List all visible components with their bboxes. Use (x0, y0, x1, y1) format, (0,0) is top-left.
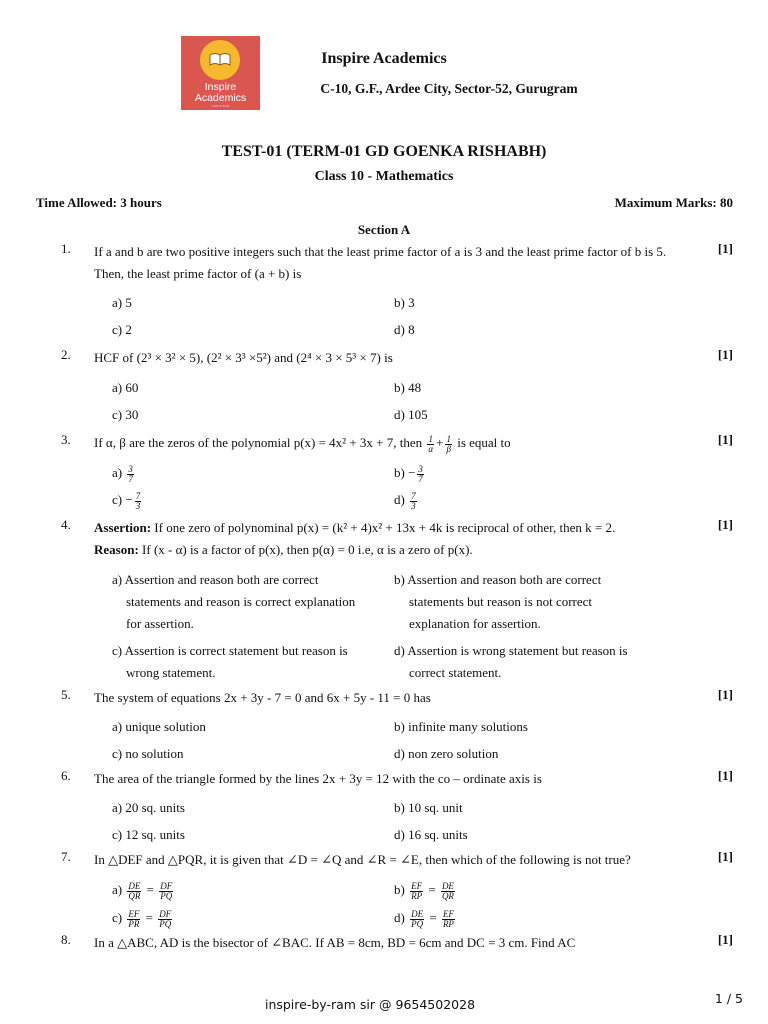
time-allowed: Time Allowed: 3 hours (36, 195, 162, 210)
marks-badge: [1] (717, 347, 733, 362)
option-d: d) 105 (394, 407, 428, 422)
option-d: d) $\frac{DE}{PQ}$ = $\frac{EF}{RP}$ (394, 908, 454, 929)
question-text: The system of equations 2x + 3y - 7 = 0 and 6x + 5y - 11 = 0 has (94, 690, 431, 705)
test-title: TEST-01 (TERM-01 GD GOENKA RISHABH) (221, 143, 547, 160)
section-heading: Section A (357, 222, 411, 237)
question-number: 1. (61, 241, 71, 256)
logo-text-line1: Inspire (204, 81, 237, 93)
class-title: Class 10 - Mathematics (314, 169, 454, 184)
maximum-marks: Maximum Marks: 80 (614, 195, 733, 210)
option-a: a) unique solution (112, 719, 206, 734)
option-b: b) 10 sq. unit (394, 800, 463, 815)
question-text (94, 241, 694, 285)
option-d: d) $\frac{7}{3}$ (394, 490, 416, 511)
fraction: $\frac{1}{\alpha}$ (428, 433, 434, 454)
marks-badge: [1] (717, 517, 733, 532)
option-a: a) 60 (112, 380, 139, 395)
option-d: d) non zero solution (394, 746, 499, 761)
question-text-line2: Then, the least prime factor of (a + b) is (94, 266, 302, 281)
assertion-label: Assertion: (94, 520, 152, 535)
institute-logo (181, 36, 260, 110)
logo-text-line3: GURUGRAM (211, 104, 230, 108)
question-number: 5. (61, 687, 71, 702)
option-d: d) 16 sq. units (394, 827, 468, 842)
marks-badge: [1] (717, 768, 733, 783)
question-text-line1: If a and b are two positive integers such that the least prime factor of a is 3 and the least prime factor of b is 5. (94, 244, 667, 259)
question-text-prefix: If α, β are the zeros of the polynomial p(x) = 4x² + 3x + 7, then (94, 435, 423, 450)
reason-label: Reason: (94, 542, 139, 557)
option-c: c) 12 sq. units (112, 827, 185, 842)
option-b: b) − $\frac{3}{7}$ (394, 463, 423, 484)
question-number: 8. (61, 932, 71, 947)
question-text-suffix: is equal to (457, 435, 511, 450)
fraction: $\frac{1}{\beta}$ (446, 433, 451, 454)
assertion-text: If one zero of polynominal p(x) = (k² + 4)x² + 13x + 4k is reciprocal of other, then k = 2. (154, 520, 616, 535)
option-a: a) 5 (112, 295, 132, 310)
logo-circle (200, 40, 240, 80)
option-d: d) 8 (394, 322, 415, 337)
marks-badge: [1] (717, 932, 733, 947)
question-number: 6. (61, 768, 71, 783)
option-b: b) $\frac{EF}{RP}$ = $\frac{DE}{QR}$ (394, 880, 454, 901)
question-number: 3. (61, 432, 71, 447)
option-c: c) no solution (112, 746, 184, 761)
institute-name: Inspire Academics (321, 50, 447, 67)
option-b: b) Assertion and reason both are correct statements but reason is not correct explanation for assertion. (394, 572, 602, 631)
marks-badge: [1] (717, 687, 733, 702)
book-icon (209, 52, 231, 66)
option-d: d) Assertion is wrong statement but reason is correct statement. (394, 643, 628, 680)
reason-text: If (x - α) is a factor of p(x), then p(α) = 0 i.e, α is a zero of p(x). (142, 542, 473, 557)
question-text: HCF of (2³ × 3² × 5), (2² × 3³ ×5²) and (2⁴ × 3 × 5³ × 7) is (94, 350, 393, 365)
option-a: a) $\frac{DE}{QR}$ = $\frac{DF}{PQ}$ (112, 880, 173, 901)
marks-badge: [1] (717, 241, 733, 256)
question-text: In △DEF and △PQR, it is given that ∠D = ∠Q and ∠R = ∠E, then which of the following is not true? (94, 852, 631, 867)
option-c: c) Assertion is correct statement but reason is wrong statement. (112, 643, 348, 680)
question-number: 7. (61, 849, 71, 864)
question-text: If α, β are the zeros of the polynomial p(x) = 4x² + 3x + 7, then $\frac{1}{\alpha}$ + $\frac{1}{\beta}$ is equal to (94, 433, 511, 454)
footer-text: inspire-by-ram sir @ 9654502028 (264, 997, 476, 1012)
option-a: a) 20 sq. units (112, 800, 185, 815)
option-a: a) $\frac{3}{7}$ (112, 463, 133, 484)
option-c: c) $\frac{EF}{PR}$ = $\frac{DF}{PQ}$ (112, 908, 172, 929)
option-b: b) infinite many solutions (394, 719, 528, 734)
option-b: b) 3 (394, 295, 415, 310)
option-b: b) 48 (394, 380, 422, 395)
logo-text-line2: Academics (194, 92, 247, 104)
marks-badge: [1] (717, 432, 733, 447)
page-number: 1 / 5 (714, 991, 743, 1006)
question-text: In a △ABC, AD is the bisector of ∠BAC. If AB = 8cm, BD = 6cm and DC = 3 cm. Find AC (94, 935, 576, 950)
institute-address: C-10, G.F., Ardee City, Sector-52, Gurugram (320, 81, 578, 96)
question-number: 4. (61, 517, 71, 532)
option-c: c) 30 (112, 407, 139, 422)
option-c: c) 2 (112, 322, 132, 337)
option-a: a) Assertion and reason both are correct statements and reason is correct explanation for assertion. (112, 572, 356, 631)
question-number: 2. (61, 347, 71, 362)
question-text: The area of the triangle formed by the lines 2x + 3y = 12 with the co – ordinate axis is (94, 771, 542, 786)
marks-badge: [1] (717, 849, 733, 864)
question-text (94, 517, 694, 561)
option-c: c) − $\frac{7}{3}$ (112, 490, 141, 511)
